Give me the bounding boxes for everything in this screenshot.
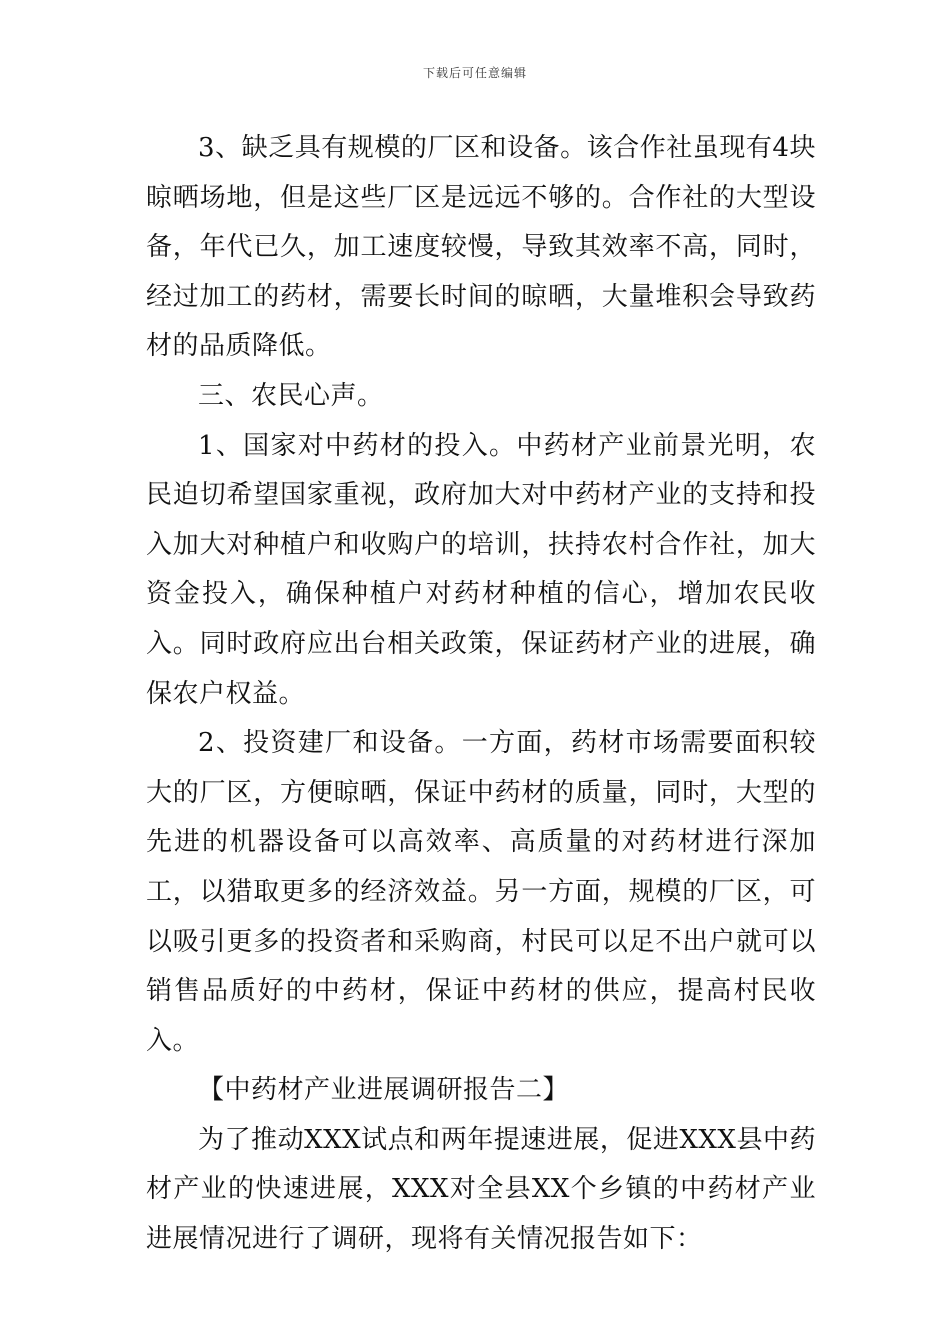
section-heading-farmers-voice: 三、农民心声。 — [198, 380, 384, 411]
page-header-note: 下载后可任意编辑 — [422, 66, 527, 80]
paragraph-factory-equipment: 2、投资建厂和设备。一方面，药材市场需要面积较大的厂区，方便晾晒，保证中药材的质量，同时，大型的先进的机器设备可以高效率、高质量的对药材进行深加工，以猎取更多的经济效益。另一方面，规模的厂区，可以吸引更多的投资者和采购商，村民可以足不出户就可以销售品质好的中药材，保证中药材的供应，提高村民收入。 — [146, 728, 816, 1056]
report-two-title: 【中药材产业进展调研报告二】 — [198, 1075, 570, 1106]
paragraph-national-investment: 1、国家对中药材的投入。中药材产业前景光明，农民迫切希望国家重视，政府加大对中药材产业的支持和投入加大对种植户和收购户的培训，扶持农村合作社，加大资金投入，确保种植户对药材种植的信心，增加农民收入。同时政府应出台相关政策，保证药材产业的进展，确保农户权益。 — [146, 430, 816, 709]
paragraph-report-intro: 为了推动XXX试点和两年提速进展，促进XXX县中药材产业的快速进展，XXX对全县XX个乡镇的中药材产业进展情况进行了调研，现将有关情况报告如下： — [146, 1124, 816, 1255]
paragraph-facility-shortage: 3、缺乏具有规模的厂区和设备。该合作社虽现有4块晾晒场地，但是这些厂区是远远不够的。合作社的大型设备，年代已久，加工速度较慢，导致其效率不高，同时，经过加工的药材，需要长时间的晾晒，大量堆积会导致药材的品质降低。 — [146, 133, 816, 362]
document-body — [146, 124, 816, 1265]
